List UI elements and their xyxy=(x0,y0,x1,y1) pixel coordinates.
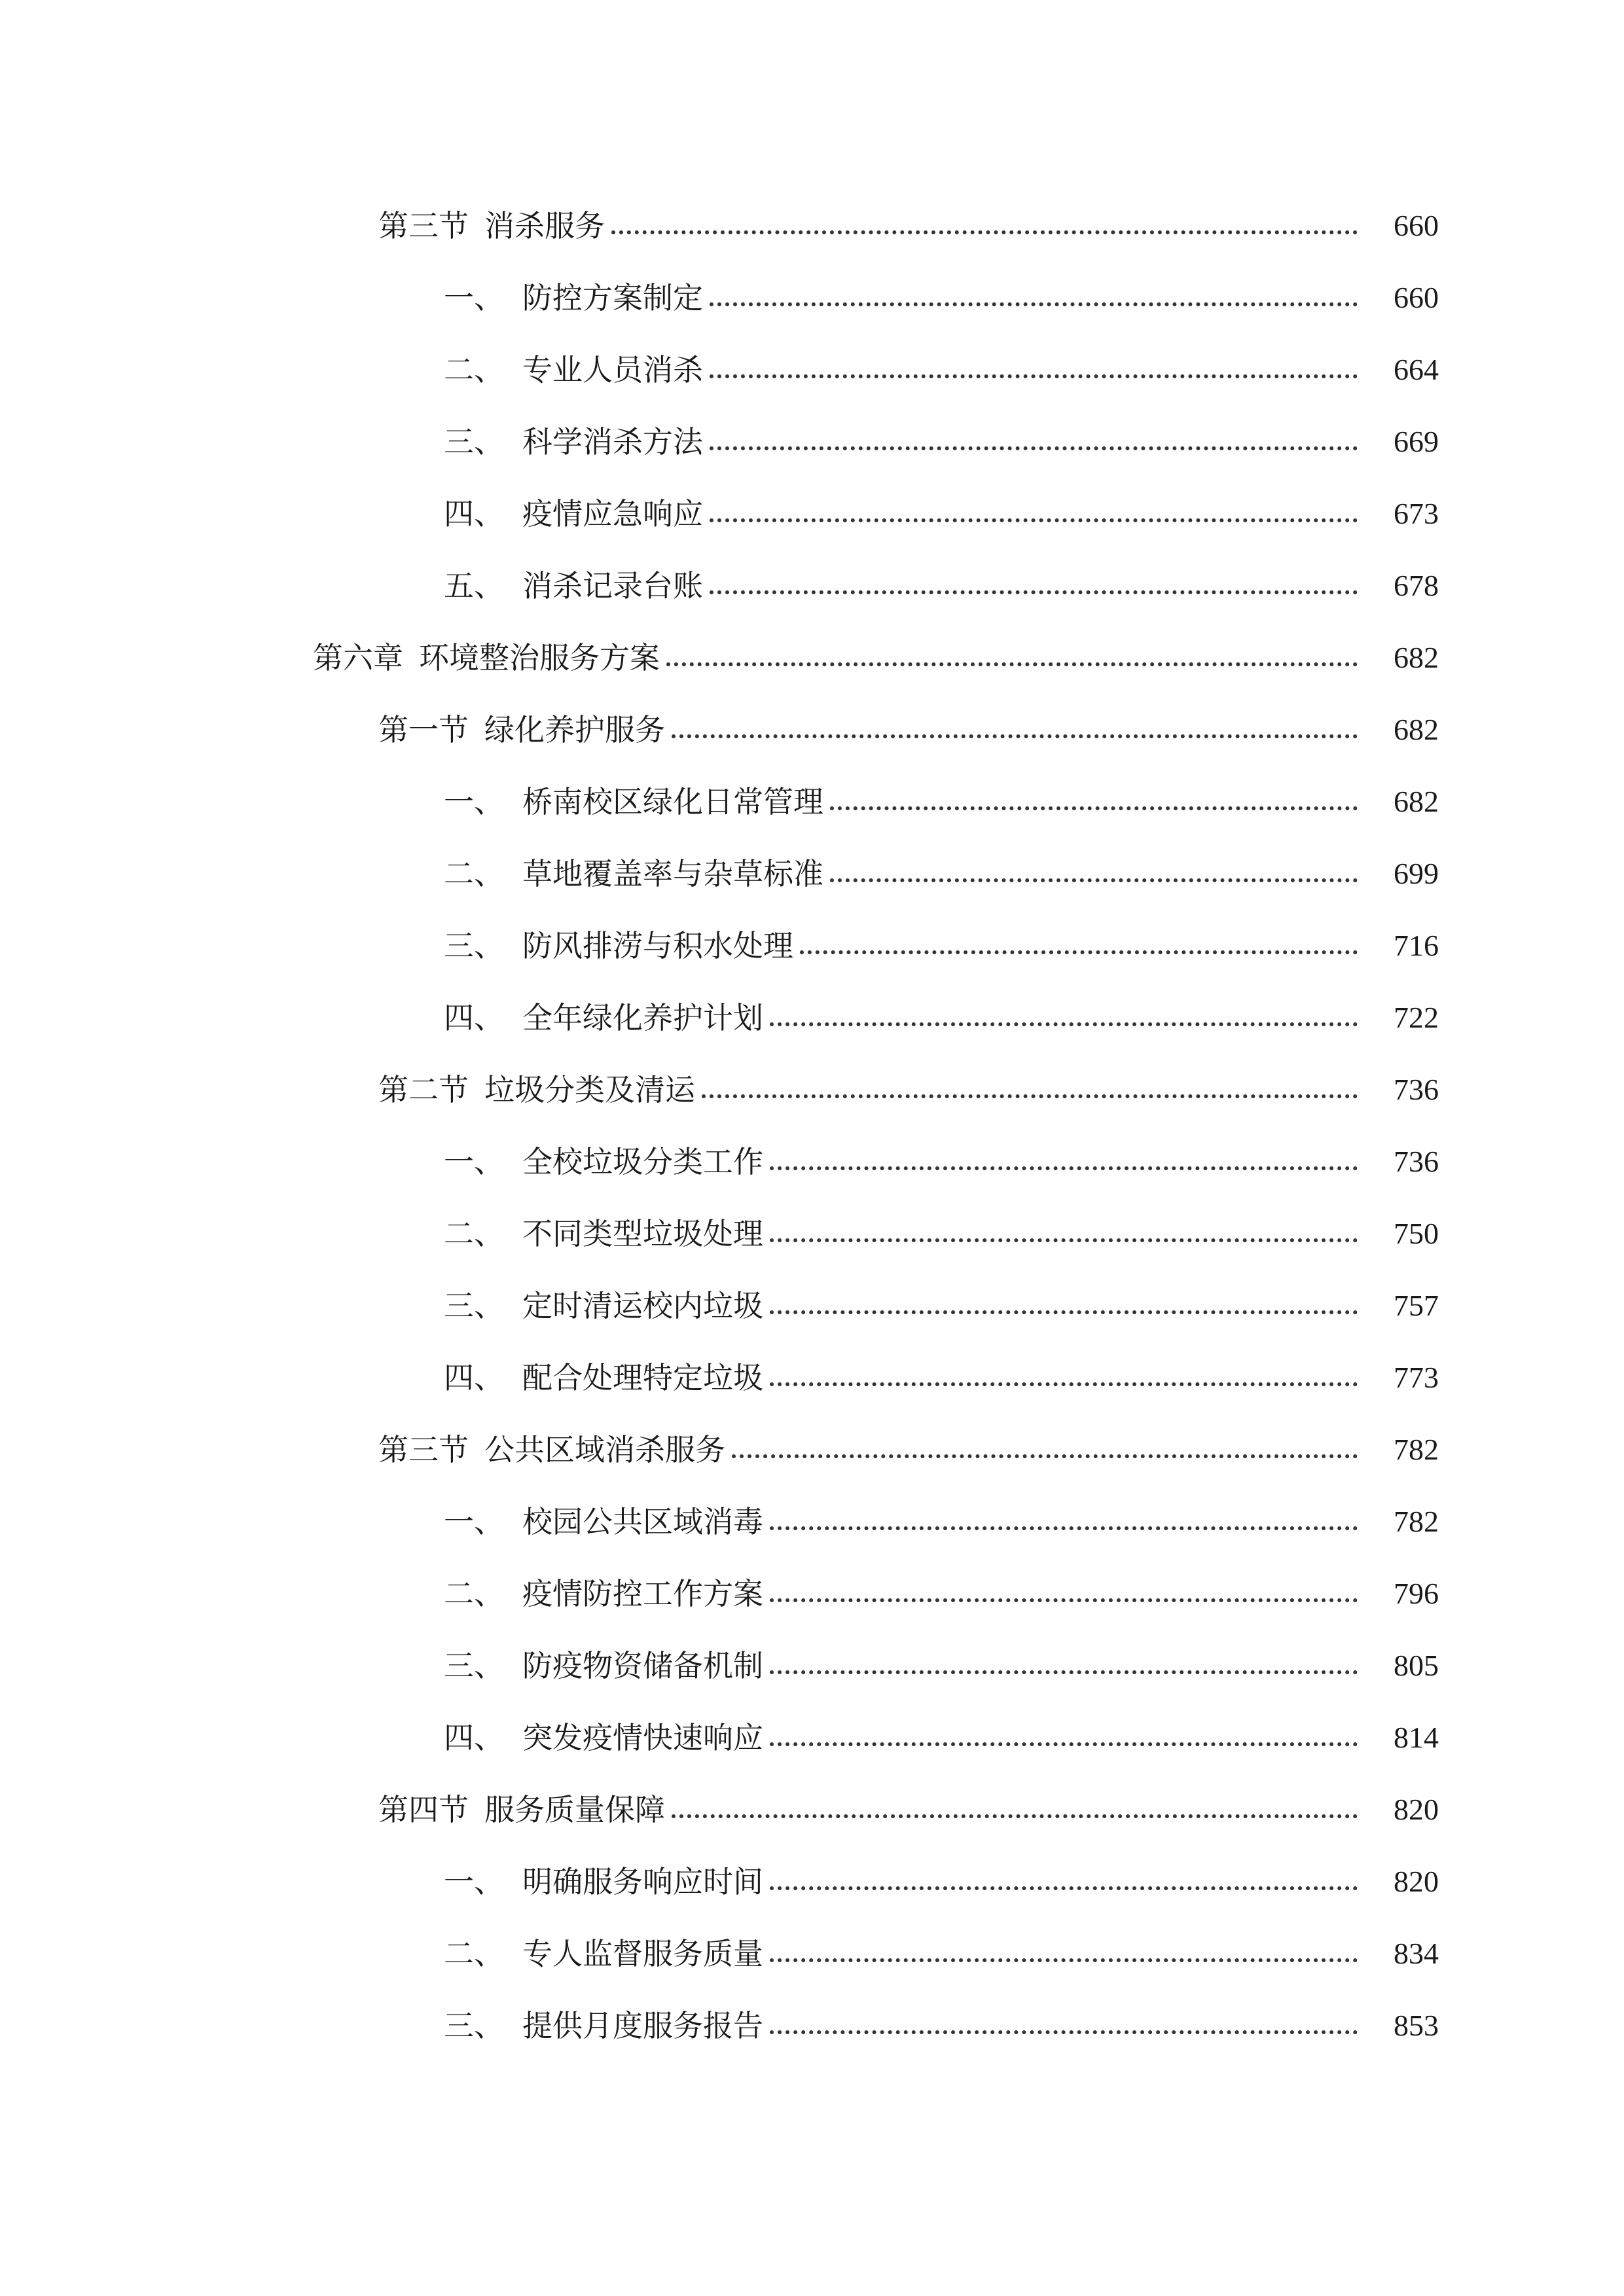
toc-entry-title: 专人监督服务质量 xyxy=(522,1936,763,1971)
toc-entry[interactable] xyxy=(0,262,1624,334)
toc-entry-number: 四、 xyxy=(444,1360,504,1395)
toc-entry-number: 二、 xyxy=(444,856,504,891)
toc-entry[interactable] xyxy=(0,1630,1624,1702)
toc-entry-title: 消杀服务 xyxy=(484,208,605,243)
toc-entry-title: 环境整治服务方案 xyxy=(419,640,660,675)
toc-entry[interactable] xyxy=(0,1270,1624,1342)
toc-entry[interactable] xyxy=(0,406,1624,478)
toc-entry-number: 四、 xyxy=(444,1000,504,1035)
toc-entry-number: 二、 xyxy=(444,352,504,387)
toc-entry-title: 疫情防控工作方案 xyxy=(522,1576,763,1611)
toc-entry-title: 提供月度服务报告 xyxy=(522,2008,763,2043)
toc-entry-title: 配合处理特定垃圾 xyxy=(522,1360,763,1395)
toc-entry-page: 834 xyxy=(1394,1937,1439,1970)
dot-leader xyxy=(770,1022,1358,1026)
dot-leader xyxy=(770,1598,1358,1602)
toc-entry-number: 第二节 xyxy=(378,1072,469,1107)
toc-entry[interactable] xyxy=(0,1918,1624,1990)
toc-entry[interactable] xyxy=(0,1558,1624,1630)
toc-entry-title: 草地覆盖率与杂草标准 xyxy=(522,856,823,891)
toc-entry-page: 682 xyxy=(1394,785,1439,818)
toc-entry-number: 四、 xyxy=(444,496,504,531)
toc-entry-number: 三、 xyxy=(444,1648,504,1683)
toc-entry[interactable] xyxy=(0,1126,1624,1198)
toc-entry-title: 突发疫情快速响应 xyxy=(522,1720,763,1755)
toc-entry-page: 782 xyxy=(1394,1505,1439,1538)
toc-entry-number: 二、 xyxy=(444,1936,504,1971)
toc-entry-title: 明确服务响应时间 xyxy=(522,1864,763,1899)
toc-entry-page: 814 xyxy=(1394,1721,1439,1754)
toc-entry-page: 736 xyxy=(1394,1073,1439,1106)
table-of-contents xyxy=(0,190,1624,2062)
toc-entry-number: 一、 xyxy=(444,1144,504,1179)
toc-entry-number: 三、 xyxy=(444,928,504,963)
toc-entry-title: 服务质量保障 xyxy=(484,1792,665,1827)
toc-entry-title: 防风排涝与积水处理 xyxy=(522,928,793,963)
toc-entry[interactable] xyxy=(0,190,1624,262)
toc-entry[interactable] xyxy=(0,1054,1624,1126)
dot-leader xyxy=(710,518,1358,522)
dot-leader xyxy=(770,1238,1358,1242)
toc-entry-title: 全校垃圾分类工作 xyxy=(522,1144,763,1179)
dot-leader xyxy=(770,1958,1358,1962)
toc-entry-page: 699 xyxy=(1394,857,1439,890)
toc-entry-number: 三、 xyxy=(444,424,504,459)
toc-entry-title: 桥南校区绿化日常管理 xyxy=(522,784,823,819)
toc-entry-number: 二、 xyxy=(444,1576,504,1611)
toc-entry-number: 第六章 xyxy=(313,640,403,675)
dot-leader xyxy=(710,302,1358,306)
toc-entry-number: 第一节 xyxy=(378,712,469,747)
toc-entry-title: 专业人员消杀 xyxy=(522,352,703,387)
toc-entry-title: 疫情应急响应 xyxy=(522,496,703,531)
toc-entry-title: 定时清运校内垃圾 xyxy=(522,1288,763,1323)
toc-entry-page: 805 xyxy=(1394,1649,1439,1682)
toc-entry-number: 一、 xyxy=(444,784,504,819)
dot-leader xyxy=(830,878,1358,882)
dot-leader xyxy=(710,446,1358,450)
toc-entry-title: 校园公共区域消毒 xyxy=(522,1504,763,1539)
dot-leader xyxy=(672,734,1358,738)
toc-entry-title: 垃圾分类及清运 xyxy=(484,1072,695,1107)
toc-entry-page: 673 xyxy=(1394,497,1439,530)
dot-leader xyxy=(732,1454,1358,1458)
dot-leader xyxy=(770,1670,1358,1674)
toc-entry-page: 757 xyxy=(1394,1289,1439,1322)
toc-entry-page: 669 xyxy=(1394,425,1439,458)
toc-entry-title: 防疫物资储备机制 xyxy=(522,1648,763,1683)
toc-entry-page: 796 xyxy=(1394,1577,1439,1610)
toc-entry-title: 消杀记录台账 xyxy=(522,568,703,603)
dot-leader xyxy=(770,1742,1358,1746)
toc-entry[interactable] xyxy=(0,694,1624,766)
toc-entry-number: 第四节 xyxy=(378,1792,469,1827)
dot-leader xyxy=(770,2030,1358,2034)
toc-entry[interactable] xyxy=(0,766,1624,838)
dot-leader xyxy=(800,950,1358,954)
toc-entry-page: 722 xyxy=(1394,1001,1439,1034)
toc-entry-page: 678 xyxy=(1394,569,1439,602)
dot-leader xyxy=(666,662,1358,666)
dot-leader xyxy=(770,1526,1358,1530)
dot-leader xyxy=(672,1814,1358,1818)
dot-leader xyxy=(710,374,1358,378)
dot-leader xyxy=(770,1310,1358,1314)
toc-entry[interactable] xyxy=(0,1414,1624,1486)
toc-entry-page: 660 xyxy=(1394,281,1439,314)
toc-entry-page: 853 xyxy=(1394,2009,1439,2042)
dot-leader xyxy=(710,590,1358,594)
toc-entry-page: 820 xyxy=(1394,1865,1439,1898)
toc-entry-page: 820 xyxy=(1394,1793,1439,1826)
toc-entry-title: 科学消杀方法 xyxy=(522,424,703,459)
toc-entry-page: 660 xyxy=(1394,209,1439,242)
toc-entry-number: 三、 xyxy=(444,1288,504,1323)
toc-entry-number: 五、 xyxy=(444,568,504,603)
toc-entry-number: 四、 xyxy=(444,1720,504,1755)
toc-entry[interactable] xyxy=(0,1702,1624,1774)
toc-entry-title: 公共区域消杀服务 xyxy=(484,1432,725,1467)
toc-entry[interactable] xyxy=(0,910,1624,982)
toc-entry[interactable] xyxy=(0,1198,1624,1270)
toc-entry-page: 682 xyxy=(1394,641,1439,674)
toc-entry-page: 716 xyxy=(1394,929,1439,962)
toc-entry-number: 一、 xyxy=(444,1504,504,1539)
toc-entry[interactable] xyxy=(0,334,1624,406)
toc-entry-page: 682 xyxy=(1394,713,1439,746)
toc-entry[interactable] xyxy=(0,982,1624,1054)
toc-entry[interactable] xyxy=(0,1846,1624,1918)
toc-entry-page: 750 xyxy=(1394,1217,1439,1250)
toc-entry-page: 664 xyxy=(1394,353,1439,386)
toc-entry-title: 绿化养护服务 xyxy=(484,712,665,747)
dot-leader xyxy=(830,806,1358,810)
toc-entry-title: 防控方案制定 xyxy=(522,280,703,315)
toc-entry[interactable] xyxy=(0,478,1624,550)
toc-entry-number: 三、 xyxy=(444,2008,504,2043)
dot-leader xyxy=(770,1166,1358,1170)
toc-entry-number: 一、 xyxy=(444,280,504,315)
toc-entry-number: 一、 xyxy=(444,1864,504,1899)
dot-leader xyxy=(702,1094,1358,1098)
toc-entry-title: 全年绿化养护计划 xyxy=(522,1000,763,1035)
dot-leader xyxy=(611,230,1358,234)
toc-entry-number: 二、 xyxy=(444,1216,504,1251)
toc-entry-page: 773 xyxy=(1394,1361,1439,1394)
dot-leader xyxy=(770,1382,1358,1386)
dot-leader xyxy=(770,1886,1358,1890)
toc-entry[interactable] xyxy=(0,1342,1624,1414)
toc-entry[interactable] xyxy=(0,1486,1624,1558)
toc-entry[interactable] xyxy=(0,838,1624,910)
toc-entry-title: 不同类型垃圾处理 xyxy=(522,1216,763,1251)
toc-entry-number: 第三节 xyxy=(378,1432,469,1467)
toc-entry[interactable] xyxy=(0,550,1624,622)
toc-entry[interactable] xyxy=(0,1990,1624,2062)
toc-entry-page: 736 xyxy=(1394,1145,1439,1178)
toc-entry[interactable] xyxy=(0,622,1624,694)
toc-entry-page: 782 xyxy=(1394,1433,1439,1466)
toc-entry[interactable] xyxy=(0,1774,1624,1846)
toc-entry-number: 第三节 xyxy=(378,208,469,243)
